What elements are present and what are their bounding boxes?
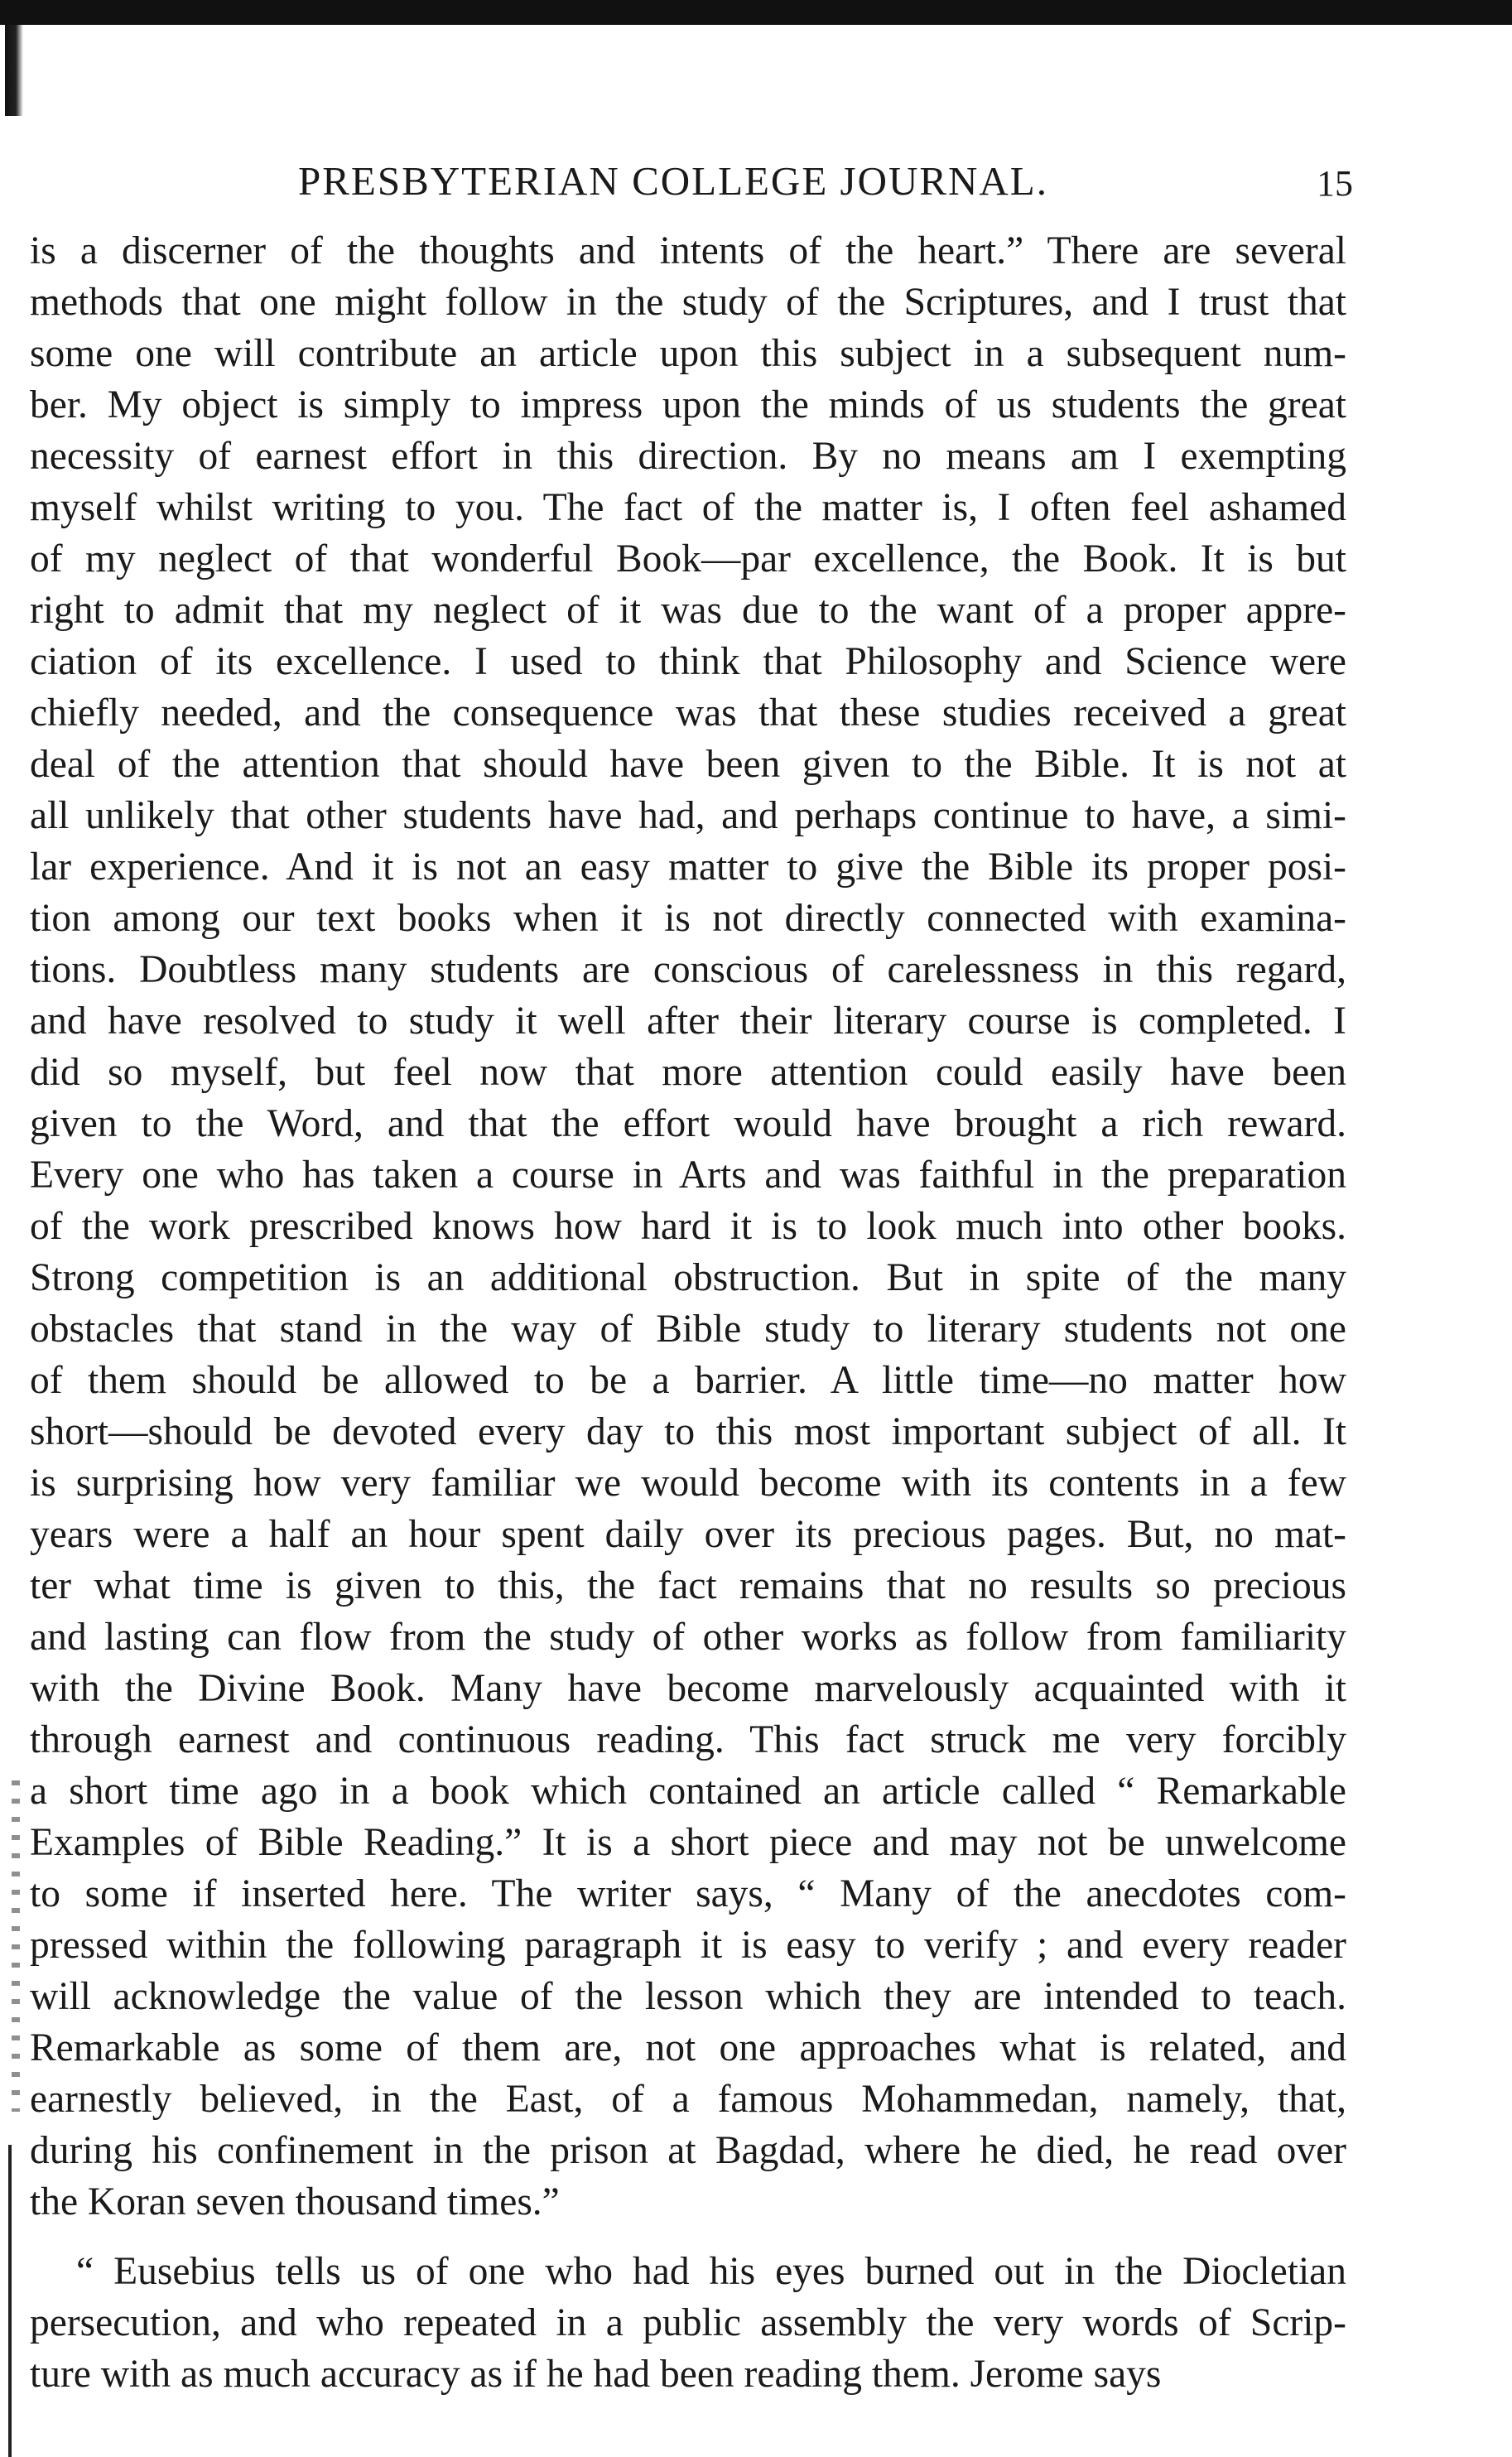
text-line: of my neglect of that wonderful Book—par excellence, the Book. It is but [30, 537, 1346, 581]
text-line: ture with as much accuracy as if he had been reading them. Jerome says [30, 2353, 1162, 2396]
text-line: Strong competition is an additional obstruction. But in spite of the many [30, 1256, 1346, 1299]
text-line: given to the Word, and that the effort would have brought a rich reward. [30, 1102, 1346, 1145]
paragraph [30, 225, 1346, 2228]
text-line: Every one who has taken a course in Arts and was faithful in the preparation [30, 1154, 1346, 1197]
text-line: “ Eusebius tells us of one who had his eyes burned out in the Diocletian [76, 2250, 1346, 2293]
text-line: of them should be allowed to be a barrier. A little time—no matter how [30, 1359, 1346, 1402]
text-line: all unlikely that other students have had, and perhaps continue to have, a simi- [30, 794, 1346, 837]
text-line: earnestly believed, in the East, of a famous Mohammedan, namely, that, [30, 2078, 1346, 2121]
text-line: methods that one might follow in the study of the Scriptures, and I trust that [30, 281, 1346, 324]
text-line: persecution, and who repeated in a public assembly the very words of Scrip- [30, 2301, 1346, 2344]
text-line: obstacles that stand in the way of Bible study to literary students not one [30, 1308, 1346, 1351]
text-line: during his confinement in the prison at Bagdad, where he died, he read over [30, 2129, 1346, 2172]
text-line: Remarkable as some of them are, not one approaches what is related, and [30, 2026, 1346, 2069]
text-line: right to admit that my neglect of it was due to the want of a proper appre- [30, 589, 1346, 632]
text-line: deal of the attention that should have been given to the Bible. It is not at [30, 743, 1346, 786]
text-line: pressed within the following paragraph it is easy to verify ; and every reader [30, 1924, 1346, 1967]
text-line: lar experience. And it is not an easy matter to give the Bible its proper posi- [30, 845, 1346, 889]
text-line: tion among our text books when it is not directly connected with examina- [30, 897, 1346, 940]
text-line: will acknowledge the value of the lesson which they are intended to teach. [30, 1975, 1346, 2018]
text-line: and lasting can flow from the study of other works as follow from familiarity [30, 1616, 1346, 1659]
text-line: ber. My object is simply to impress upon the minds of us students the great [30, 383, 1346, 426]
text-line: ter what time is given to this, the fact remains that no results so precious [30, 1564, 1346, 1607]
text-line: ciation of its excellence. I used to think that Philosophy and Science were [30, 640, 1346, 683]
scan-top-border [0, 0, 1512, 25]
text-line: a short time ago in a book which contained an article called “ Remarkable [30, 1770, 1346, 1813]
text-line: is surprising how very familiar we would become with its contents in a few [30, 1462, 1346, 1505]
body-text [30, 225, 1346, 2400]
scan-left-edge-mark [5, 25, 23, 116]
paragraph-gap [30, 2228, 1346, 2246]
text-line: with the Divine Book. Many have become marvelously acquainted with it [30, 1667, 1346, 1710]
text-line: myself whilst writing to you. The fact of the matter is, I often feel ashamed [30, 486, 1346, 529]
text-line: and have resolved to study it well after their literary course is completed. I [30, 1000, 1346, 1043]
text-line: chiefly needed, and the consequence was that these studies received a great [30, 691, 1346, 735]
text-line: to some if inserted here. The writer says, “ Many of the anecdotes com- [30, 1872, 1346, 1915]
page-header [298, 157, 1375, 224]
text-line: the Koran seven thousand times.” [30, 2180, 560, 2223]
text-line: tions. Doubtless many students are conscious of carelessness in this regard, [30, 948, 1346, 991]
text-line: short—should be devoted every day to this most important subject of all. It [30, 1410, 1346, 1453]
text-line: years were a half an hour spent daily over its precious pages. But, no mat- [30, 1513, 1346, 1556]
scan-left-edge-line [8, 2145, 12, 2457]
paragraph [30, 2246, 1346, 2400]
text-line: Examples of Bible Reading.” It is a short piece and may not be unwelcome [30, 1821, 1346, 1864]
text-line: necessity of earnest effort in this direction. By no means am I exempting [30, 435, 1346, 478]
text-line: is a discerner of the thoughts and intents of the heart.” There are several [30, 229, 1346, 272]
page-number: 15 [1317, 163, 1353, 204]
text-line: of the work prescribed knows how hard it is to look much into other books. [30, 1205, 1346, 1248]
text-line: did so myself, but feel now that more attention could easily have been [30, 1051, 1346, 1094]
text-line: some one will contribute an article upon this subject in a subsequent num- [30, 332, 1346, 375]
scan-margin-specks [12, 1780, 20, 2112]
text-line: through earnest and continuous reading. This fact struck me very forcibly [30, 1718, 1346, 1761]
running-head: PRESBYTERIAN COLLEGE JOURNAL. [298, 158, 1048, 204]
